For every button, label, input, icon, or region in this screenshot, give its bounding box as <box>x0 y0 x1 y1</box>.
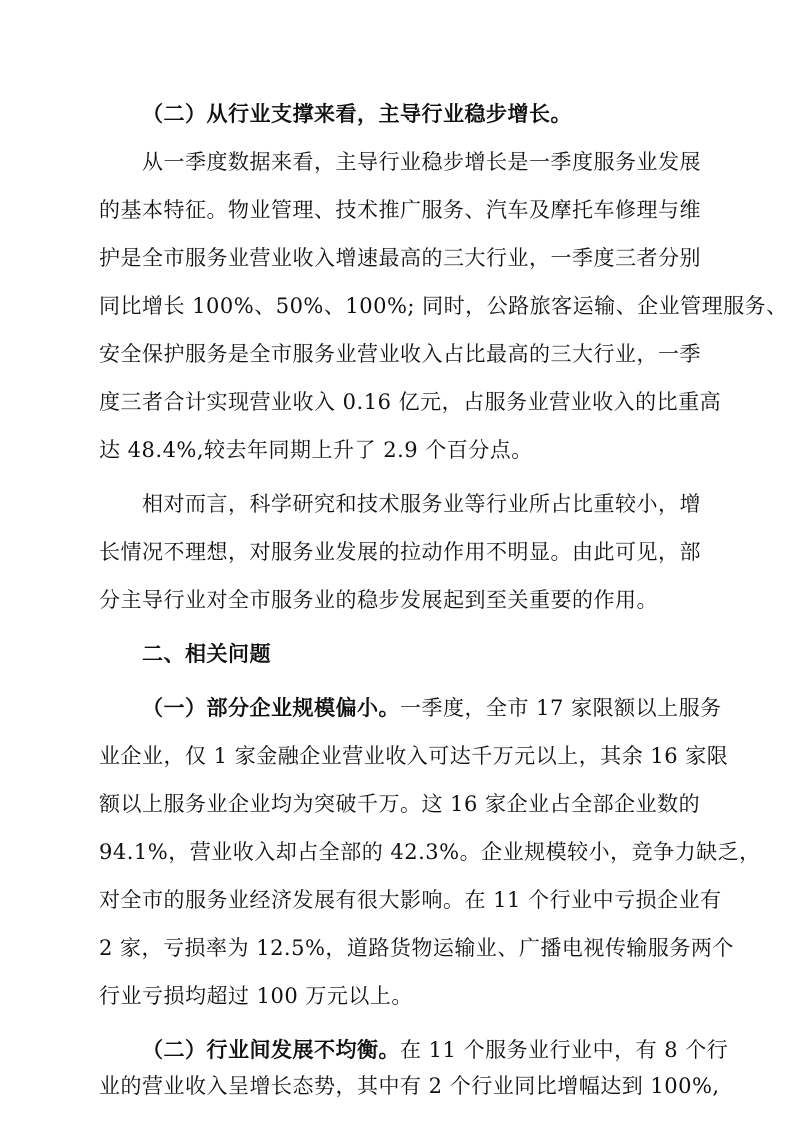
issue-two-first-line: 在 11 个服务业行业中，有 8 个行 <box>400 1038 729 1062</box>
paragraph-line: 额以上服务业企业均为突破千万。这 16 家企业占全部企业数的 <box>99 792 701 816</box>
paragraph-line: 分主导行业对全市服务业的稳步发展起到至关重要的作用。 <box>99 588 658 612</box>
paragraph-line: 业的营业收入呈增长态势，其中有 2 个行业同比增幅达到 100%, <box>99 1074 720 1098</box>
paragraph-line: 长情况不理想，对服务业发展的拉动作用不明显。由此可见，部 <box>99 540 701 564</box>
issue-one-lead: （一）部分企业规模偏小。 <box>142 696 400 720</box>
issue-two-lead: （二）行业间发展不均衡。 <box>142 1038 400 1062</box>
paragraph-line: 度三者合计实现营业收入 0.16 亿元，占服务业营业收入的比重高 <box>99 390 722 414</box>
paragraph-line: 业企业，仅 1 家金融企业营业收入可达千万元以上，其余 16 家限 <box>99 744 729 768</box>
paragraph-line: 达 48.4%,较去年同期上升了 2.9 个百分点。 <box>99 438 533 462</box>
paragraph-line: 护是全市服务业营业收入增速最高的三大行业，一季度三者分别 <box>99 246 701 270</box>
paragraph-line: 对全市的服务业经济发展有很大影响。在 11 个行业中亏损企业有 <box>99 888 722 912</box>
paragraph-line: 安全保护服务是全市服务业营业收入占比最高的三大行业，一季 <box>99 342 701 366</box>
section-heading-related-issues: 二、相关问题 <box>142 642 271 666</box>
paragraph-line: 同比增长 100%、50%、100%; 同时，公路旅客运输、企业管理服务、 <box>99 294 788 318</box>
paragraph-line: 相对而言，科学研究和技术服务业等行业所占比重较小，增 <box>142 492 701 516</box>
paragraph-line: 从一季度数据来看，主导行业稳步增长是一季度服务业发展 <box>142 150 701 174</box>
paragraph-line <box>142 1032 728 1068</box>
paragraph-line: 行业亏损均超过 100 万元以上。 <box>99 984 413 1008</box>
subheading-industry-support: （二）从行业支撑来看，主导行业稳步增长。 <box>142 102 572 126</box>
paragraph-line <box>142 690 722 726</box>
paragraph-line: 的基本特征。物业管理、技术推广服务、汽车及摩托车修理与维 <box>99 198 701 222</box>
issue-one-first-line: 一季度，全市 17 家限额以上服务 <box>400 696 722 720</box>
paragraph-line: 2 家，亏损率为 12.5%，道路货物运输业、广播电视传输服务两个 <box>99 936 734 960</box>
paragraph-line: 94.1%，营业收入却占全部的 42.3%。企业规模较小，竞争力缺乏， <box>99 840 761 864</box>
